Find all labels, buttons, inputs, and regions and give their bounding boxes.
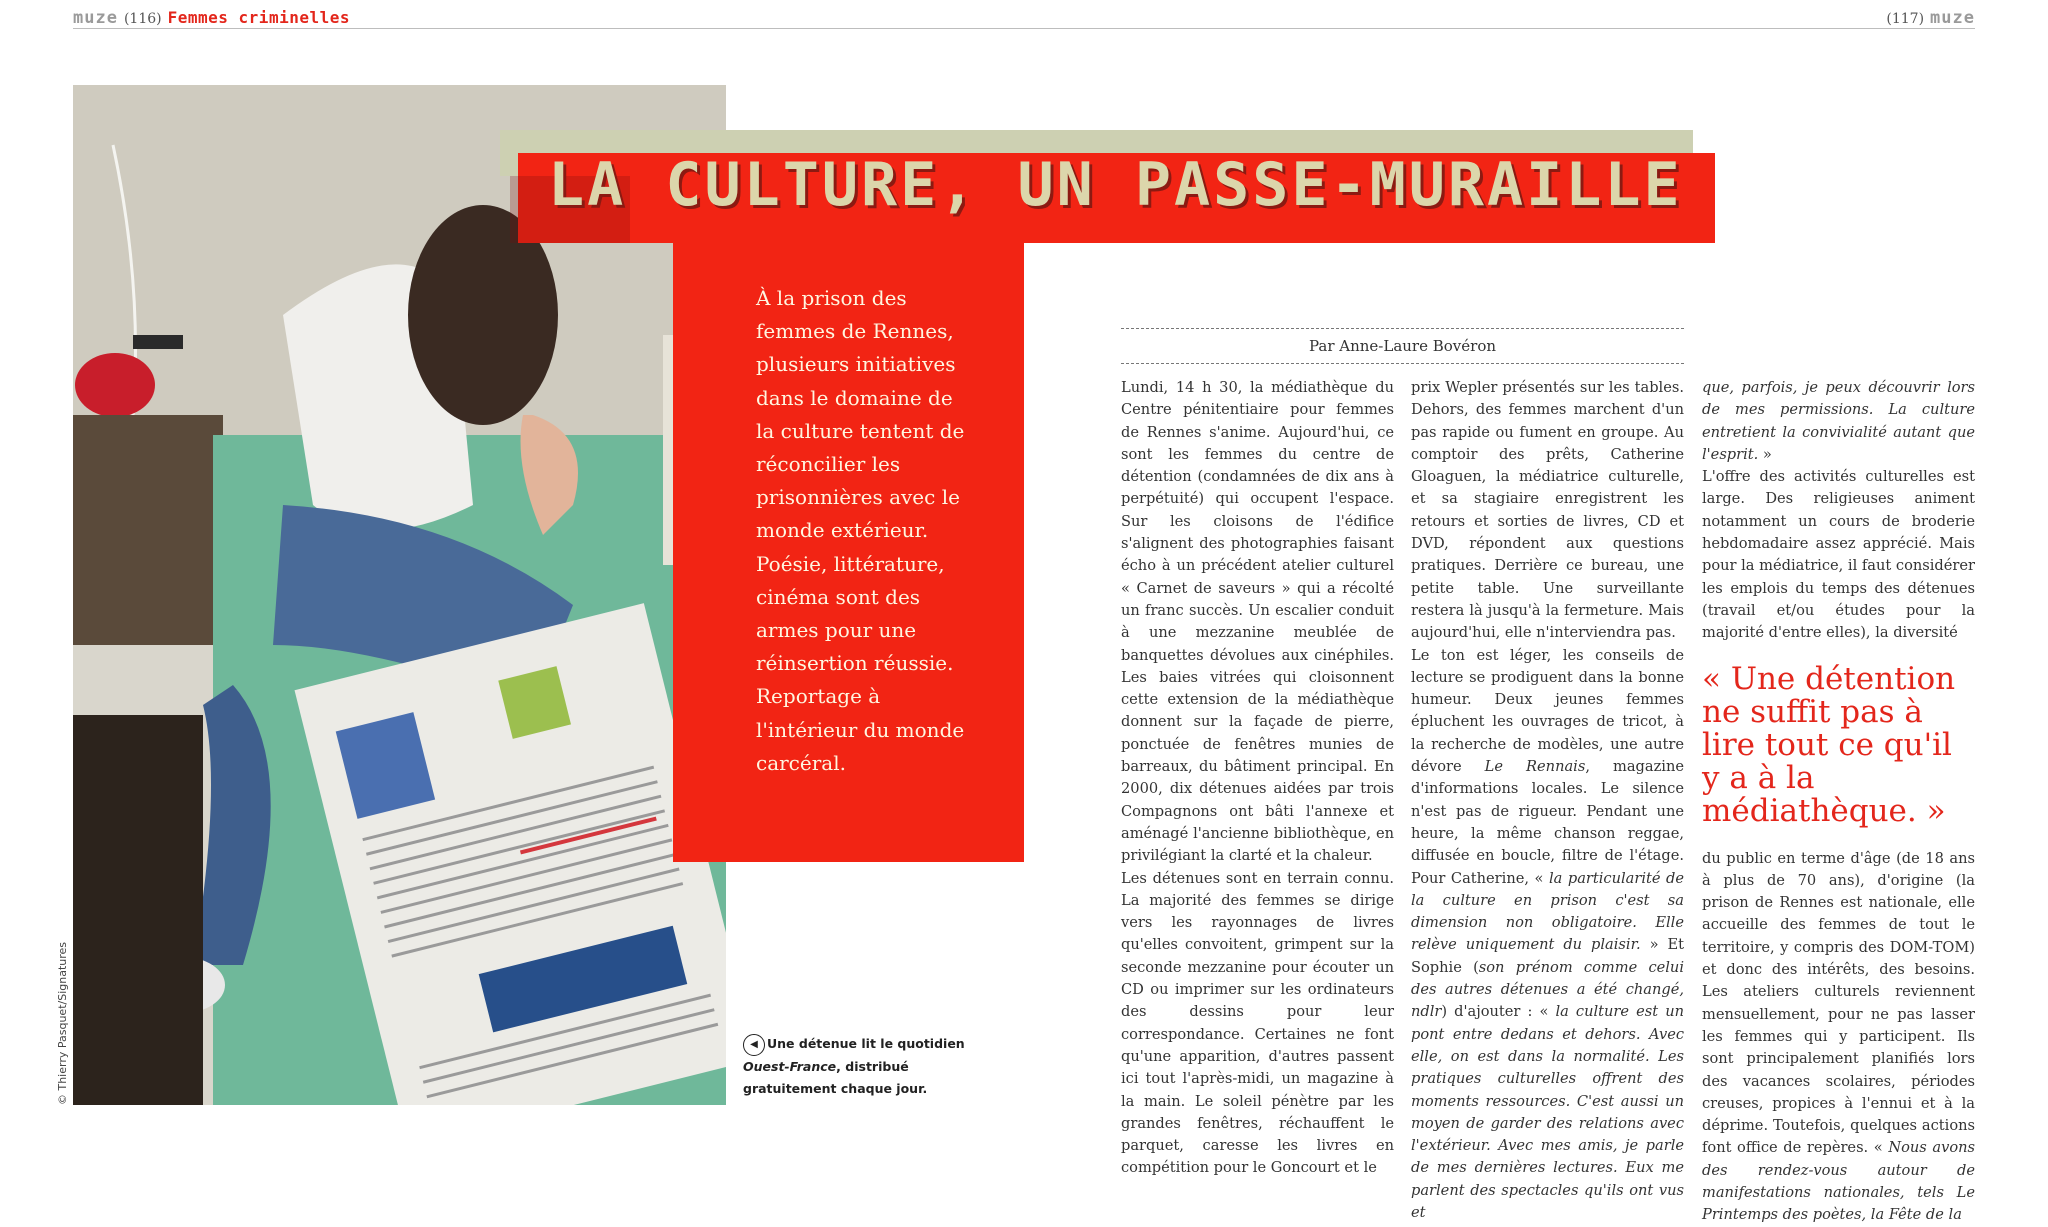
article-column-3 [1702,377,1975,1227]
paragraph: Lundi, 14 h 30, la médiathèque du Centre pénitentiaire pour femmes de Rennes s'anime. Aujourd'hui, ce sont les femmes du centre de détention (condamnées de dix ans à perpétuité) qui occupent l'espace. Sur les cloisons de l'édifice s'alignent des photographies faisant écho à un précédent atelier culturel « Carnet de saveurs » qui a récolté un franc succès. Un escalier conduit à une mezzanine meublée de banquettes dévolues aux cinéphiles. Les baies vitrées qui cloisonnent cette extension de la médiathèque donnent sur la façade de pierre, ponctuée de fenêtres munies de barreaux, du bâtiment principal. En 2000, dix détenues aidées par trois Compagnons ont bâti l'annexe et aménagé l'ancienne bibliothèque, en privilégiant la clarté et la chaleur. [1121,379,1394,865]
paragraph: L'offre des activités culturelles est large. Des religieuses animent notamment un cours de broderie hebdomadaire assez apprécié. Mais pour la médiatrice, il faut considérer les emplois du temps des détenues (travail et/ou études pour la majorité d'entre elles), la diversité [1702,468,1975,642]
caption-newspaper: Ouest-France [743,1058,837,1074]
page-number-left: (116) [123,11,162,27]
pull-quote: « Une détention ne suffit pas à lire tout ce qu'il y a à la médiathèque. » [1702,660,1956,829]
magazine-logo-right: muze [1930,8,1975,28]
text-run: , magazine d'informations locales. Le silence n'est pas de rigueur. Pendant une heure, la même chanson reggae, diffusée en boucle, filtre de l'étage. Pour Catherine, « [1411,758,1684,887]
photo-caption [743,1033,973,1100]
quote-text: que, parfois, je peux découvrir lors de mes permissions. La culture entretient la convivialité autant que l'esprit. [1702,379,1975,463]
text-run: » [1758,445,1772,463]
paragraph: Les détenues sont en terrain connu. La majorité des femmes se dirige vers les rayonnages de livres qu'elles convoitent, grimpent sur la seconde mezzanine pour écouter un CD ou imprimer sur les ordinateurs des dessins pour leur correspondance. Certaines ne font qu'une apparition, d'autres passent ici tout l'après-midi, un magazine à la main. Le soleil pénètre par les grandes fenêtres, réchauffent le parquet, caresse les livres en compétition pour le Goncourt et le [1121,869,1394,1177]
magazine-title: Le Rennais [1484,758,1586,776]
article-column-1 [1121,377,1394,1180]
paragraph [1411,645,1684,1225]
quote-text: la particularité de la culture en prison c'est sa dimension non obligatoire. Elle relève uniquement du plaisir. [1411,869,1684,954]
running-header-left [73,8,350,30]
section-rubric: Femmes criminelles [167,8,350,27]
caption-rest: , distribué gratuitement chaque jour. [743,1058,928,1096]
article-column-2 [1411,377,1684,1224]
quote-text: la culture est un pont entre dedans et dehors. Avec elle, on est dans la normalité. Les pratiques culturelles offrent des moments ressources. C'est aussi un moyen de garder des relations avec l'extérieur. Avec mes amis, je parle de mes dernières lectures. Eux me parlent des spectacles qu'ils ont vus et [1411,1003,1684,1221]
editor-note: son prénom comme celui des autres détenues a été changé, ndlr [1411,958,1684,1021]
caption-arrow-icon: ◀ [743,1034,765,1056]
text-run: » Et Sophie ( [1411,936,1684,976]
header-rule [73,28,1975,29]
text-run: Le ton est léger, les conseils de lecture se prodiguent dans la bonne humeur. Deux jeunes femmes épluchent les ouvrages de tricot, à la recherche de modèles, une autre dévore [1411,646,1684,776]
page-number-right: (117) [1886,11,1925,27]
photo-credit: © Thierry Pasquet/Signatures [56,941,69,1105]
text-run: du public en terme d'âge (de 18 ans à plus de 70 ans), d'origine (la prison de Rennes est nationale, elle accueille des femmes de tout le territoire, y compris des DOM-TOM) et donc des intérêts, des besoins. Les ateliers culturels reviennent mensuellement, pour ne pas lasser les femmes qui y participent. Ils sont principalement planifiés lors des vacances scolaires, périodes creuses, propices à l'ennui et à la déprime. Toutefois, quelques actions font office de repères. « [1702,849,1975,1157]
paragraph [1702,377,1975,466]
text-run: ) d'ajouter : « [1441,1003,1556,1021]
quote-text: Nous avons des rendez-vous autour de manifestations nationales, tels Le Printemps des poètes, la Fête de la [1702,1139,1975,1224]
byline: Par Anne-Laure Bovéron [1121,328,1684,364]
running-header-right [1880,8,1975,30]
article-title: LA CULTURE, UN PASSE-MURAILLE [548,150,1683,220]
caption-lead: Une détenue lit le quotidien [767,1036,965,1051]
paragraph: prix Wepler présentés sur les tables. Dehors, des femmes marchent d'un pas rapide ou fument en groupe. Au comptoir des prêts, Catherine Gloaguen, la médiatrice culturelle, et sa stagiaire enregistrent les retours et sorties de livres, CD et DVD, répondent aux questions pratiques. Derrière ce bureau, une petite table. Une surveillante restera là jusqu'à la fermeture. Mais aujourd'hui, elle n'interviendra pas. [1411,379,1684,642]
magazine-logo: muze [73,8,118,28]
article-lede: À la prison des femmes de Rennes, plusieurs initiatives dans le domaine de la culture tentent de réconcilier les prisonnières avec le monde extérieur. Poésie, littérature, cinéma sont des armes pour une réinsertion réussie. Reportage à l'intérieur du monde carcéral. [756,286,965,775]
paragraph [1702,848,1975,1227]
